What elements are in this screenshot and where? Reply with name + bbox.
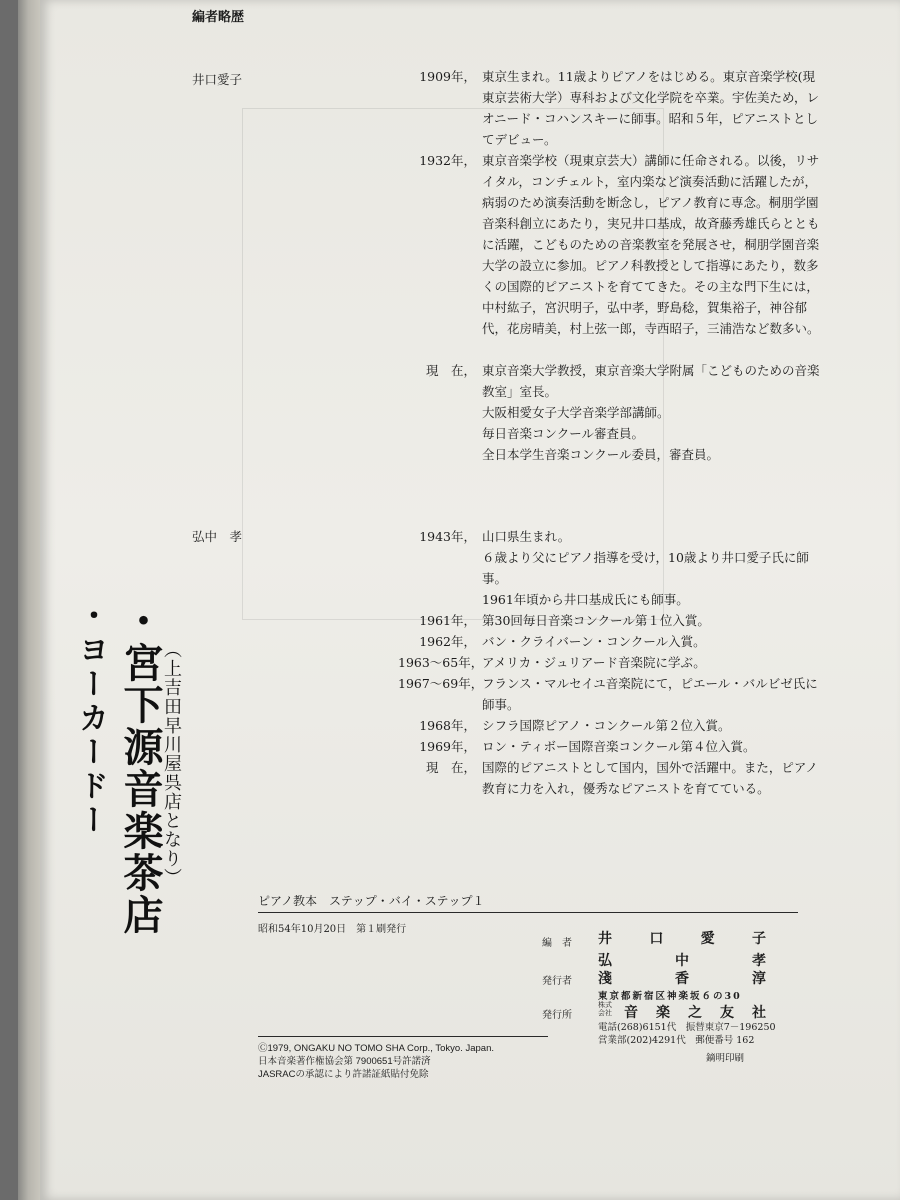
bio-entry [398, 423, 838, 444]
bio-entry [398, 402, 838, 423]
publisher-phone: 電話(268)6151代 振替東京7－196250 [598, 1022, 776, 1033]
bio-text: 東京生まれ。11歳よりピアノをはじめる。東京音楽学校(現東京芸術大学）専科および文化学院を卒業。宇佐美ため，レオニード・コハンスキーに師事。昭和５年，ピアニストとしてデビュー。 [482, 69, 820, 147]
bio-entry [398, 547, 838, 589]
colophon-title: ピアノ教本 ステップ・バイ・ステップ１ [258, 894, 485, 908]
bio-text: 山口県生まれ。 [482, 529, 571, 544]
jasrac-exemption: JASRACの承認により許諾証紙貼付免除 [258, 1069, 429, 1080]
editor1-name: 井口愛子 [192, 72, 243, 87]
editor1-colophon-name: 井 口 愛 子 [598, 931, 766, 947]
bio-year: 1962年， [419, 634, 476, 649]
bio-text: 毎日音楽コンクール審査員。 [482, 426, 645, 441]
bio-text: 東京音楽大学教授，東京音楽大学附属「こどものための音楽教室」室長。 [482, 363, 820, 399]
bio-entry [398, 673, 838, 715]
publisher-sales: 営業部(202)4291代 郵便番号 162 [598, 1035, 755, 1046]
handwritten-note-shop: ・宮下源音楽茶店 [117, 600, 163, 936]
bio-entry [398, 652, 838, 673]
bio-entry [398, 736, 838, 757]
bio-text: フランス・マルセイユ音楽院にて，ピエール・バルビゼ氏に師事。 [482, 676, 818, 712]
bio-entry [398, 150, 838, 360]
bio-entry [398, 610, 838, 631]
bio-text: 大阪相愛女子大学音楽学部講師。 [482, 405, 670, 420]
bio-text: バン・クライバーン・コンクール入賞。 [482, 634, 706, 649]
bio-entry [398, 757, 838, 799]
colophon-rule [258, 912, 798, 913]
bio-entry [398, 66, 838, 150]
bio-year: 1943年， [419, 529, 476, 544]
jasrac-permission: 日本音楽著作権協会第 7900651号許諾済 [258, 1056, 431, 1067]
bio-year: 現 在， [425, 760, 476, 775]
copyright-notice: Ⓒ1979, ONGAKU NO TOMO SHA Corp., Tokyo. Japan. [258, 1043, 495, 1054]
section-heading: 編者略歴 [192, 10, 245, 25]
bio-year: 1932年， [419, 153, 476, 168]
bio-year: 1963～65年， [398, 655, 484, 670]
printer-name: 鏑明印刷 [706, 1053, 745, 1064]
bio-year: 現 在， [425, 363, 476, 378]
bio-text: 全日本学生音楽コンクール委員，審査員。 [482, 447, 720, 462]
bio-year: 1968年， [419, 718, 476, 733]
bio-entry [398, 715, 838, 736]
bio-text: ６歳より父にピアノ指導を受け，10歳より井口愛子氏に師事。 [482, 550, 809, 586]
bio-text: シフラ国際ピアノ・コンクール第２位入賞。 [482, 718, 731, 733]
bio-year: 1909年， [419, 69, 476, 84]
house-role-label: 発行所 [542, 1010, 572, 1021]
publication-date: 昭和54年10月20日 第１刷発行 [258, 924, 407, 935]
corporation-prefix: 株式会社 [598, 1001, 612, 1017]
bio-year: 1969年， [419, 739, 476, 754]
bio-year: 1961年， [419, 613, 476, 628]
editor-role-label: 編 者 [542, 938, 572, 949]
publishing-house: 音 楽 之 友 社 [624, 1005, 766, 1021]
bio-text: ロン・ティボー国際音楽コンクール第４位入賞。 [482, 739, 756, 754]
bio-year: 1967～69年， [398, 676, 484, 691]
publisher-name: 淺 香 淳 [598, 971, 766, 987]
bio-text: 東京音楽学校（現東京芸大）講師に任命される。以後，リサイタル，コンチェルト，室内楽など演奏活動に活躍したが，病弱のため演奏活動を断念し，ピアノ教育に専念。桐朋学園音楽科創立にあたり，実兄井口基成，故斉藤秀雄氏らとともに活躍，こどものための音楽教室を発展させ，桐朋学園音楽大学の設立に参加。ピアノ科教授として指導にあたり，数多くの国際的ピアニストを育ててきた。その主な門下生には，中村紘子，宮沢明子，弘中孝，野島稔，賀集裕子，神谷郁代，花房晴美，村上弦一郎，寺西昭子，三浦浩など数多い。 [482, 153, 820, 336]
bio-entry [398, 360, 838, 402]
publisher-role-label: 発行者 [542, 976, 572, 987]
editor2-name: 弘中 孝 [192, 529, 243, 544]
handwritten-note-address: （上吉田早川屋呉店となり） [161, 640, 182, 887]
copyright-rule [258, 1036, 548, 1037]
bio-entry [398, 631, 838, 652]
publisher-address: 東京都新宿区神楽坂６の30 [598, 991, 742, 1002]
bio-entry [398, 526, 838, 547]
bio-entry [398, 444, 838, 465]
handwritten-note-yokado: ・ヨーカードー [73, 600, 108, 838]
bio-text: 1961年頃から井口基成氏にも師事。 [482, 592, 689, 607]
bio-text: アメリカ・ジュリアード音楽院に学ぶ。 [482, 655, 706, 670]
bio-entry [398, 589, 838, 610]
editor2-colophon-name: 弘 中 孝 [598, 953, 766, 969]
bio-text: 国際的ピアニストとして国内，国外で活躍中。また，ピアノ教育に力を入れ，優秀なピアニストを育てている。 [482, 760, 818, 796]
bio-text: 第30回毎日音楽コンクール第１位入賞。 [482, 613, 710, 628]
